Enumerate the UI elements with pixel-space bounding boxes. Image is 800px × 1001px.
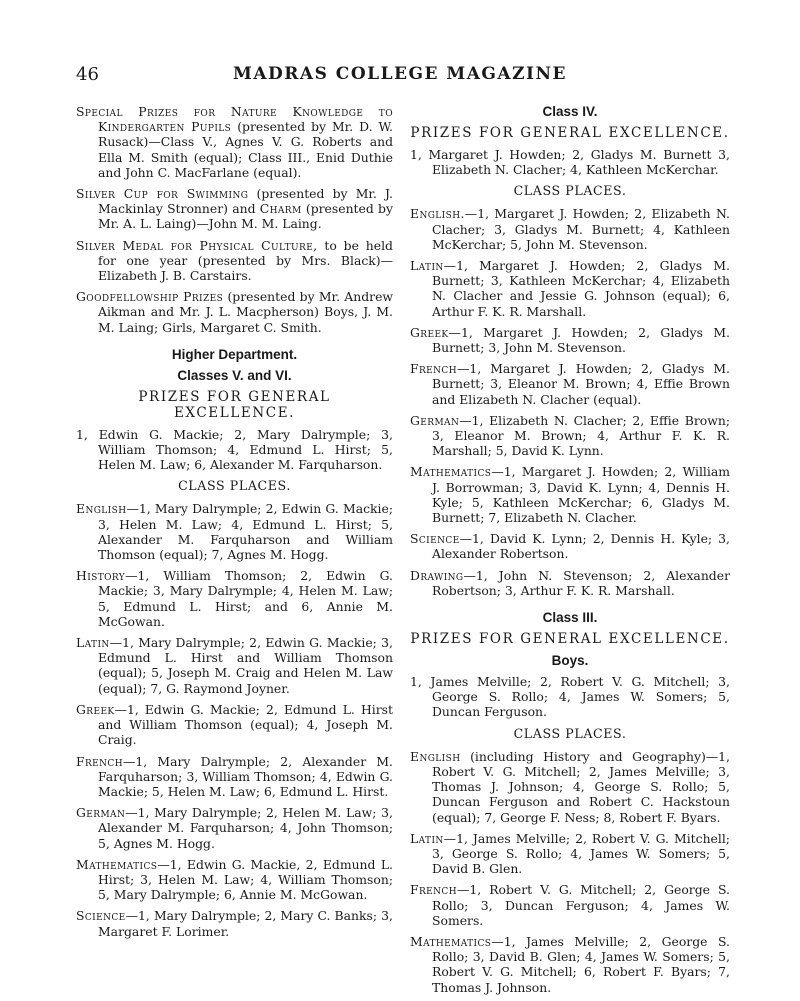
- right-column: [410, 104, 730, 1001]
- subject-entry: [76, 908, 393, 938]
- subject-entry: [76, 805, 393, 851]
- entry-label: Silver Medal for Physical Culture,: [76, 237, 318, 253]
- subject-entry: [410, 568, 730, 598]
- subject-text: —1, Margaret J. Howden; 2, Gladys M. Burnett; 3, John M. Stevenson.: [432, 324, 730, 356]
- subject-label: Latin: [410, 830, 444, 846]
- class-places-heading: CLASS PLACES.: [178, 478, 291, 494]
- prize-list: 1, James Melville; 2, Robert V. G. Mitchell; 3, George S. Rollo; 4, James W. Somers; 5, Duncan Ferguson.: [410, 674, 730, 720]
- subject-entry: [410, 206, 730, 252]
- subject-text: —1, Edwin G. Mackie, 2, Edmund L. Hirst; 3, Helen M. Law; 4, William Thomson; 5, Mary Dalrymple; 6, Annie M. McGowan.: [98, 856, 393, 903]
- subject-label: French: [410, 882, 457, 898]
- class-places-heading: CLASS PLACES.: [513, 725, 627, 741]
- subject-text: —1, John N. Stevenson; 2, Alexander Robertson; 3, Arthur F. K. R. Marshall.: [432, 567, 730, 598]
- class-heading: Class III.: [542, 610, 598, 626]
- entry-text: (presented by Mr. J. Mackinlay Stronner) and: [98, 186, 393, 217]
- subject-text: —1, Robert V. G. Mitchell; 2, George S. Rollo; 3, Duncan Ferguson; 4, James W. Somers.: [432, 882, 730, 928]
- subject-entry: [76, 702, 393, 748]
- subject-entry: [76, 857, 393, 903]
- subject-entry: [410, 361, 730, 407]
- subject-entry: [410, 934, 730, 995]
- subject-text: —1, David K. Lynn; 2, Dennis H. Kyle; 3, Alexander Robertson.: [432, 531, 730, 562]
- subject-label: Greek: [76, 701, 115, 717]
- subject-text: —1, Margaret J. Howden; 2, Elizabeth N. Clacher; 3, Gladys M. Burnett; 4, Kathleen McKerchar; 5, John M. Stevenson.: [432, 206, 730, 252]
- prize-heading: PRIZES FOR GENERAL EXCELLENCE.: [410, 125, 730, 141]
- subject-label: Drawing: [410, 567, 464, 583]
- entry-label: Charm: [259, 201, 302, 217]
- subject-text: —1, Mary Dalrymple; 2, Mary C. Banks; 3, Margaret F. Lorimer.: [98, 908, 393, 939]
- entry-text: (presented by Mr. Andrew Aikman and Mr. J. L. Macpherson) Boys, J. M. M. Laing; Girls, Margaret C. Smith.: [98, 289, 394, 335]
- subject-entry: [410, 413, 730, 459]
- subject-text: —1, Mary Dalrymple; 2, Edwin G. Mackie; 3, Edmund L. Hirst and William Thomson (equal); 5, Joseph M. Craig and Helen M. Law (equal); 7, G. Raymond Joyner.: [98, 635, 393, 696]
- subject-text: —1, William Thomson; 2, Edwin G. Mackie; 3, Mary Dalrymple; 4, Helen M. Law; 5, Edmund L. Hirst; and 6, Annie M. McGowan.: [98, 568, 393, 629]
- subject-label: German: [76, 805, 126, 821]
- entry-text: (presented by Mr. D. W. Rusack)—Class V., Agnes V. G. Roberts and Ella M. Smith (equal); Class III., Enid Duthie and John C. MacFarlane (equal).: [98, 119, 393, 180]
- subject-entry: [76, 754, 393, 800]
- subject-text: —1, Mary Dalrymple; 2, Alexander M. Farquharson; 3, William Thomson; 4, Edwin G. Mackie; 5, Helen M. Law; 6, Edmund L. Hirst.: [98, 753, 393, 799]
- subject-label: French: [410, 361, 457, 377]
- subject-label: Greek: [410, 324, 449, 340]
- subject-label: English: [410, 748, 461, 764]
- class-places-heading: CLASS PLACES.: [513, 183, 627, 199]
- special-prize-entry: [76, 238, 393, 284]
- subject-label: Mathematics: [410, 933, 492, 949]
- page-title: MADRAS COLLEGE MAGAZINE: [233, 64, 567, 84]
- prize-heading: PRIZES FOR GENERAL EXCELLENCE.: [410, 631, 730, 648]
- subject-label: Latin: [76, 635, 110, 651]
- page-number: 46: [76, 64, 99, 85]
- subject-text: (including History and Geography)—1, Robert V. G. Mitchell; 2, James Melville; 3, Thomas J. Johnson; 4, George S. Rollo; 5, Duncan Ferguson and Robert C. Hackstoun (equal); 7, George F. Ness; 8, Robert F. Byars.: [432, 748, 730, 825]
- subject-label: Science: [410, 531, 460, 547]
- subject-entry: [76, 568, 393, 629]
- entry-label: Special Prizes for Nature Knowledge to Kindergarten Pupils: [76, 104, 393, 135]
- class-heading: Class IV.: [542, 104, 598, 119]
- subject-label: English.: [410, 206, 465, 222]
- subject-text: —1, Mary Dalrymple; 2, Edwin G. Mackie; 3, Helen M. Law; 4, Edmund L. Hirst; 5, Alexander M. Farquharson and William Thomson (equal); 7, Agnes M. Hogg.: [98, 501, 393, 563]
- subject-text: —1, James Melville; 2, George S. Rollo; 3, David B. Glen; 4, James W. Somers; 5, Robert V. G. Mitchell; 6, Robert F. Byars; 7, Thomas J. Johnson.: [432, 933, 730, 995]
- subject-entry: [410, 464, 730, 525]
- subject-entry: [410, 749, 730, 825]
- subject-text: —1, Margaret J. Howden; 2, William J. Borrowman; 3, David K. Lynn; 4, Dennis H. Kyle; 5, Kathleen McKerchar; 6, Gladys M. Burnett; 7, Elizabeth N. Clacher.: [432, 464, 730, 526]
- prize-list: 1, Edwin G. Mackie; 2, Mary Dalrymple; 3, William Thomson; 4, Edmund L. Hirst; 5, Helen M. Law; 6, Alexander M. Farquharson.: [76, 426, 393, 473]
- subject-label: Mathematics: [76, 856, 158, 872]
- subject-label: History: [76, 568, 126, 584]
- subject-entry: [76, 635, 393, 696]
- subject-label: German: [410, 412, 460, 428]
- subject-entry: [76, 501, 393, 562]
- subject-entry: [410, 882, 730, 928]
- entry-label: Silver Cup for Swimming: [76, 186, 249, 202]
- entry-text: to be held for one year (presented by Mrs. Black)—Elizabeth J. B. Carstairs.: [98, 237, 393, 284]
- special-prize-entry: [76, 289, 393, 335]
- class-heading: Classes V. and VI.: [177, 367, 292, 383]
- subject-label: Latin: [410, 258, 444, 274]
- subject-label: English: [76, 501, 127, 517]
- subject-label: French: [76, 753, 123, 769]
- subject-text: —1, Margaret J. Howden; 2, Gladys M. Burnett; 3, Eleanor M. Brown; 4, Effie Brown and Elizabeth N. Clacher (equal).: [432, 361, 730, 407]
- prize-list: 1, Margaret J. Howden; 2, Gladys M. Burnett 3, Elizabeth N. Clacher; 4, Kathleen McKerchar.: [410, 147, 730, 178]
- subject-entry: [410, 325, 730, 355]
- subject-label: Science: [76, 908, 126, 924]
- subject-label: Mathematics: [410, 464, 492, 480]
- subject-text: —1, Elizabeth N. Clacher; 2, Effie Brown; 3, Eleanor M. Brown; 4, Arthur F. K. R. Marshall; 5, David K. Lynn.: [432, 412, 730, 459]
- subject-text: —1, Mary Dalrymple; 2, Helen M. Law; 3, Alexander M. Farquharson; 4, John Thomson; 5, Agnes M. Hogg.: [98, 805, 393, 851]
- subject-entry: [410, 258, 730, 319]
- subject-text: —1, Edwin G. Mackie; 2, Edmund L. Hirst and William Thomson (equal); 4, Joseph M. Craig.: [98, 701, 393, 748]
- subject-text: —1, Margaret J. Howden; 2, Gladys M. Burnett; 3, Kathleen McKerchar; 4, Elizabeth N. Clacher and Jessie G. Johnson (equal); 6, Arthur F. K. R. Marshall.: [432, 258, 730, 319]
- subject-text: —1, James Melville; 2, Robert V. G. Mitchell; 3, George S. Rollo; 4, James W. Somers; 5, David B. Glen.: [432, 830, 730, 877]
- entry-label: Goodfellowship Prizes: [76, 289, 224, 305]
- special-prize-entry: [76, 186, 393, 232]
- boys-heading: Boys.: [551, 653, 589, 669]
- page-header: [0, 64, 800, 94]
- left-column: [76, 104, 393, 945]
- department-heading: Higher Department.: [171, 346, 298, 362]
- subject-entry: [410, 531, 730, 561]
- prize-heading: PRIZES FOR GENERAL EXCELLENCE.: [138, 388, 331, 421]
- subject-entry: [410, 831, 730, 877]
- special-prize-entry: [76, 104, 393, 180]
- entry-text: (presented by Mr. A. L. Laing)—John M. M. Laing.: [98, 201, 393, 232]
